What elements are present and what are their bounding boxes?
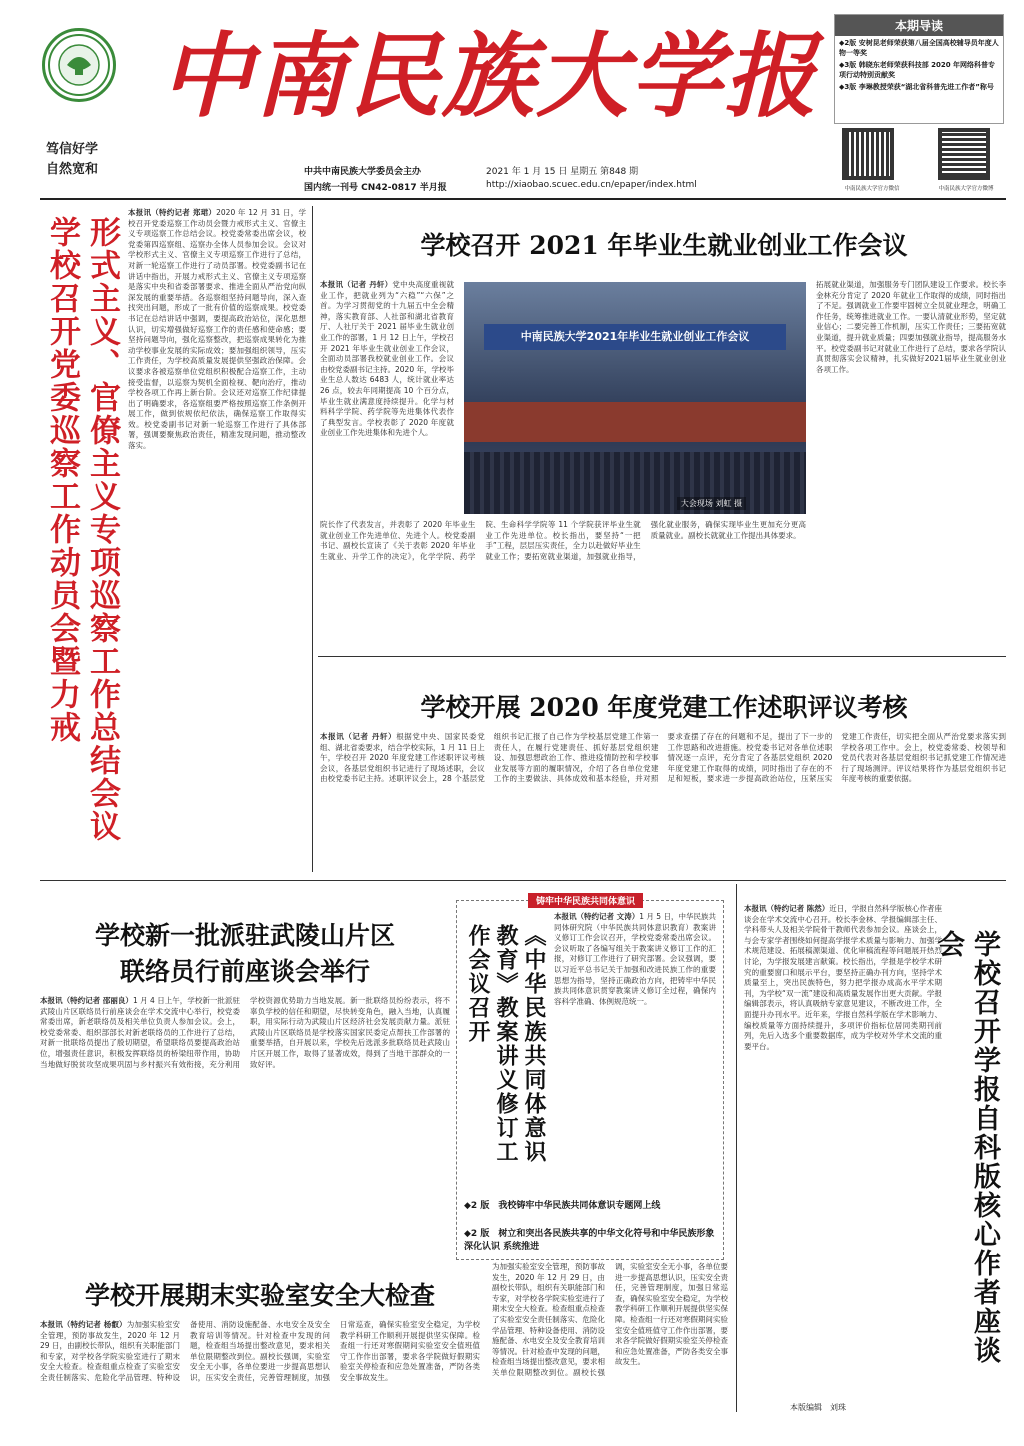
guide-box	[834, 14, 1004, 124]
issue-date: 2021 年 1 月 15 日 星期五 第848 期	[486, 167, 639, 177]
article1-headline: 学校召开 2021 年毕业生就业创业工作会议	[420, 231, 908, 260]
university-seal	[42, 28, 116, 102]
article3-headline-line2: 联络员行前座谈会举行	[119, 957, 370, 986]
photo-stage-banner: 中南民族大学2021年毕业生就业创业工作会议	[484, 324, 786, 350]
article3-byline: 本报讯（特约记者 邵丽良）	[40, 996, 133, 1005]
article2-headline: 学校开展 2020 年度党建工作述职评议考核	[420, 693, 908, 722]
seal-emblem-icon	[45, 31, 113, 99]
photo-stage	[464, 402, 806, 442]
article4-tag: 铸牢中华民族共同体意识	[528, 893, 643, 908]
guide-item[interactable]: ◆3版 韩晓东老师荣获科技部 2020 年网络科普专项行动特别贡献奖	[839, 61, 996, 79]
guide-item[interactable]: ◆3版 李琳教授荣获“湖北省科普先进工作者”称号	[839, 83, 994, 91]
article5-body: 本报讯（特约记者 陈然）近日，学报自然科学版核心作者座谈会在学术交流中心召开。校长李金林、学报编辑部主任、学科带头人及相关学院骨干教师代表参加会议。座谈会上，与会专家学者围绕如何提高学报学术质量与影响力、加强学术规范建设、拓展稿源渠道、优化审稿流程等问题展开热烈讨论，为学报发展建言献策。校长指出，学报是学校学术研究的重要窗口和展示平台，要坚持正确办刊方向，坚持学术质量至上，突出民族特色，努力把学报办成高水平学术期刊，为学校“双一流”建设和高质量发展作出更大贡献。学报编辑部表示，将认真吸纳专家意见建议，不断改进工作，全面提升办刊水平。近年来，学报自然科学版在学术影响力、编校质量等方面持续提升，多项评价指标位居同类期刊前列，先后入选多个重要数据库，成为学校对外学术交流的重要平台。	[744, 904, 942, 1051]
article1-rule	[318, 656, 1006, 657]
guide-title: 本期导读	[835, 15, 1003, 36]
masthead-rule	[40, 198, 1006, 200]
lead-byline: 本报讯（特约记者 郑珺）	[128, 208, 217, 217]
article4-headline: 《中华民族共同体意识教育》教案讲义修订工作会议召开	[465, 924, 547, 1164]
epaper-url[interactable]: http://xiaobao.scuec.edu.cn/epaper/index.html	[486, 180, 697, 190]
weibo-qr-icon	[938, 128, 990, 180]
article1-bottom-body: 院长作了代表发言，并表彰了 2020 年毕业生就业创业工作先进单位、先进个人。校党委副书记、副校长宣读了《关于表彰 2020 年毕业生就业、升学工作的决定》，化学学院、药学院、生命科学学院等 11 个学院获评毕业生就业工作先进单位。校长指出，要坚持“一把手”工程，层层压实责任，全力以赴做好毕业生就业工作；要拓宽就业渠道，加强就业指导，强化就业服务，确保实现毕业生更加充分更高质量就业。副校长就就业工作提出具体要求。	[320, 520, 806, 561]
lead-divider	[312, 206, 313, 872]
wechat-qr-icon	[842, 128, 894, 180]
page-editor: 本版编辑 刘珠	[790, 1403, 846, 1412]
article1-right-body: 拓展就业渠道，加强服务专门团队建设工作要求。校长李金林充分肯定了 2020 年就业工作取得的成绩，同时指出了不足。强调就业工作要牢固树立全员就业理念，明确工作任务，统筹推进就业工作。一要认清就业形势，坚定就业信心；二要完善工作机制，压实工作责任；三要拓宽就业渠道，提升就业质量；四要加强就业指导，提高服务水平。校党委副书记对就业工作进行了总结，要求各学院认真贯彻落实会议精神，扎实做好2021届毕业生就业创业各项工作。	[816, 280, 1006, 374]
qr-label-wechat: 中南民族大学官方微信	[844, 186, 900, 192]
article4-related-1[interactable]: ◆2 版 我校铸牢中华民族共同体意识专题网上线	[464, 1201, 661, 1211]
article5-headline: 学校召开学报自科版核心作者座谈会	[933, 930, 1000, 1365]
article6-body-left: 本报讯（特约记者 杨叡）为加强实验室安全管理，预防事故发生，2020 年 12 月 29 日，由副校长带队，组织有关职能部门和专家，对学校各学院实验室进行了期末安全大检查。检查组重点检查了实验室安全责任制落实、危险化学品管理、特种设备使用、消防设施配备、水电安全及安全教育培训等情况。针对检查中发现的问题，检查组当场提出整改意见，要求相关单位限期整改到位。副校长强调，实验室安全无小事，各单位要进一步提高思想认识，压实安全责任，完善管理制度，加强日常巡查，确保实验室安全稳定，为学校教学科研工作顺利开展提供坚实保障。检查组一行还对寒假期间实验室安全值班值守工作作出部署，要求各学院做好假期实验室关停检查和应急处置准备，严防各类安全事故发生。	[40, 1320, 480, 1382]
article6-body-right: 为加强实验室安全管理，预防事故发生，2020 年 12 月 29 日，由副校长带队，组织有关职能部门和专家，对学校各学院实验室进行了期末安全大检查。检查组重点检查了实验室安全责任制落实、危险化学品管理、特种设备使用、消防设施配备、水电安全及安全教育培训等情况。针对检查中发现的问题，检查组当场提出整改意见，要求相关单位限期整改到位。副校长强调，实验室安全无小事，各单位要进一步提高思想认识，压实安全责任，完善管理制度，加强日常巡查，确保实验室安全稳定，为学校教学科研工作顺利开展提供坚实保障。检查组一行还对寒假期间实验室安全值班值守工作作出部署，要求各学院做好假期实验室关停检查和应急处置准备，严防各类安全事故发生。	[492, 1262, 728, 1377]
article6-headline: 学校开展期末实验室安全大检查	[84, 1281, 435, 1310]
article4-body: 本报讯（特约记者 文涛）1 月 5 日，中华民族共同体研究院（中华民族共同体意识教育）教案讲义修订工作会议召开，学校党委常委出席会议。会议听取了各编写组关于教案讲义修订工作的汇报，对修订工作进行了研究部署。会议强调，要以习近平总书记关于加强和改进民族工作的重要思想为指导，坚持正确政治方向，把铸牢中华民族共同体意识贯穿教案讲义修订全过程，确保内容科学准确、体例规范统一。	[554, 912, 716, 1006]
issn: 国内统一刊号 CN42-0817 半月报	[304, 183, 447, 193]
article1-byline: 本报讯（记者 丹轩）	[320, 280, 393, 289]
newspaper-title: 中南民族大学报	[160, 22, 819, 130]
motto-line-1: 笃信好学	[46, 142, 99, 157]
article6-byline: 本报讯（特约记者 杨叡）	[40, 1320, 127, 1329]
guide-item[interactable]: ◆2版 安树昆老师荣获第八届全国高校辅导员年度人物一等奖	[839, 39, 999, 57]
lead-body	[128, 208, 306, 868]
article2-body: 本报讯（记者 丹轩）根据党中央、国家民委党组、湖北省委要求，结合学校实际，1 月 11 日上午，学校召开 2020 年度党建工作述职评议考核会议，各基层党组织书记进行了现场述职，会议由校党委书记主持。述职评议会上，28 个基层党组织书记汇报了自己作为学校基层党建工作第一责任人，在履行党建责任、抓好基层党组织建设、加强思想政治工作、推进疫情防控和学校事业发展等方面的履职情况，介绍了各自单位党建工作的主要做法、具体成效和基本经验，并对照要求查摆了存在的问题和不足，提出了下一步的工作思路和改进措施。校党委书记对各单位述职情况逐一点评，充分肯定了各基层党组织 2020 年度党建工作取得的成绩，同时指出了存在的不足和短板，要求进一步提高政治站位，压紧压实党建工作责任，切实把全面从严治党要求落实到学校各项工作中。会上，校党委常委、校领导和党员代表对各基层党组织书记抓党建工作情况进行了现场测评。评议结果将作为基层党组织书记年度考核的重要依据。	[320, 732, 1006, 784]
article1-left-body: 本报讯（记者 丹轩）党中央高度重视就业工作，把就业列为“六稳”“六保”之首。为学习贯彻党的十九届五中全会精神，落实教育部、人社部和湖北省教育厅、人社厅关于 2021 届毕业生就业创业工作的部署，1 月 12 日上午，学校召开 2021 年毕业生就业创业工作会议，全面动员部署我校就业创业工作。会议由校党委副书记主持。2020 年，学校毕业生总人数达 6483 人，统计就业率达 26 点，较去年同期提高 10 个百分点，毕业生就业满意度持续提升。化学与材料科学学院、药学院等先进集体代表作了典型发言。学校表彰了 2020 年度就业创业工作先进集体和先进个人。	[320, 280, 454, 438]
article5-byline: 本报讯（特约记者 陈然）	[744, 904, 830, 913]
motto-line-2: 自然宽和	[46, 162, 99, 177]
lead-headline: 形式主义、官僚主义专项巡察工作总结会议学校召开党委巡察工作动员会暨力戒	[44, 216, 120, 843]
article3-body: 本报讯（特约记者 邵丽良）1 月 4 日上午，学校新一批派驻武陵山片区联络员行前座谈会在学术交流中心举行，校党委常委出席，新老联络员及相关单位负责人参加会议。会上，校党委常委、组织部部长对新老联络员的工作进行了总结，对新一批联络员提出了殷切期望，希望联络员要提高政治站位，增强责任意识，积极发挥联络员的桥梁纽带作用，协助当地做好脱贫攻坚成果巩固与乡村振兴有效衔接，充分利用学校资源优势助力当地发展。新一批联络员纷纷表示，将不辜负学校的信任和期望，尽快转变角色，融入当地，认真履职，用实际行动为武陵山片区经济社会发展贡献力量。派驻武陵山片区联络员是学校落实国家民委定点帮扶工作部署的重要举措，自开展以来，学校先后选派多批联络员赴武陵山片区开展工作，取得了显著成效，得到了当地干部群众的一致好评。	[40, 996, 450, 1069]
right-col-divider	[736, 884, 737, 1412]
photo-caption: 大会现场 刘虹 摄	[677, 497, 746, 510]
article3-headline-line1: 学校新一批派驻武陵山片区	[94, 921, 395, 950]
photo-audience	[464, 452, 806, 514]
article2-byline: 本报讯（记者 丹轩）	[320, 732, 397, 741]
qr-label-weibo: 中南民族大学官方微博	[938, 186, 994, 192]
middle-rule	[40, 880, 1006, 881]
sponsor: 中共中南民族大学委员会主办	[304, 167, 422, 177]
article4-related-2[interactable]: ◆2 版 树立和突出各民族共享的中华文化符号和中华民族形象 深化认识 系统推进	[464, 1229, 715, 1252]
lead-text: 2020 年 12 月 31 日，学校召开党委巡察工作动员会暨力戒形式主义、官僚主义专项巡察工作总结会议。校党委常委出席会议，校党委第四巡察组、巡察办全体人员参加会议。会议对学校形式主义、官僚主义专项巡察工作进行了总结，对新一轮巡察工作进行了动员部署。校党委副书记在讲话中指出，开展力戒形式主义、官僚主义专项巡察是落实中央和省委部署要求、推进全面从严治党向纵深发展的重要举措。各巡察组坚持问题导向，深入查找突出问题，形成了一批有价值的巡察成果。校党委书记在总结讲话中强调，要提高政治站位，深化思想认识，切实增强做好巡察工作的责任感和使命感；要坚持问题导向，强化巡察整改，把巡察成果转化为推动学校事业发展的实际成效；要加强组织领导，压实工作责任，为学校高质量发展提供坚强政治保障。会议要求各被巡察单位党组织积极配合巡察工作，主动接受监督，以巡察为契机全面检视、靶向治疗，推动学校各项工作再上新台阶。会议还对巡察工作纪律提出了明确要求，各巡察组要严格按照巡察工作条例开展工作，做到依规依纪依法，确保巡察工作取得实效。校党委副书记对新一轮巡察工作进行了具体部署，强调要聚焦政治责任，精准发现问题，推动整改落实。	[128, 208, 306, 451]
article4-byline: 本报讯（特约记者 文涛）	[554, 912, 640, 921]
article1-photo	[464, 282, 806, 514]
